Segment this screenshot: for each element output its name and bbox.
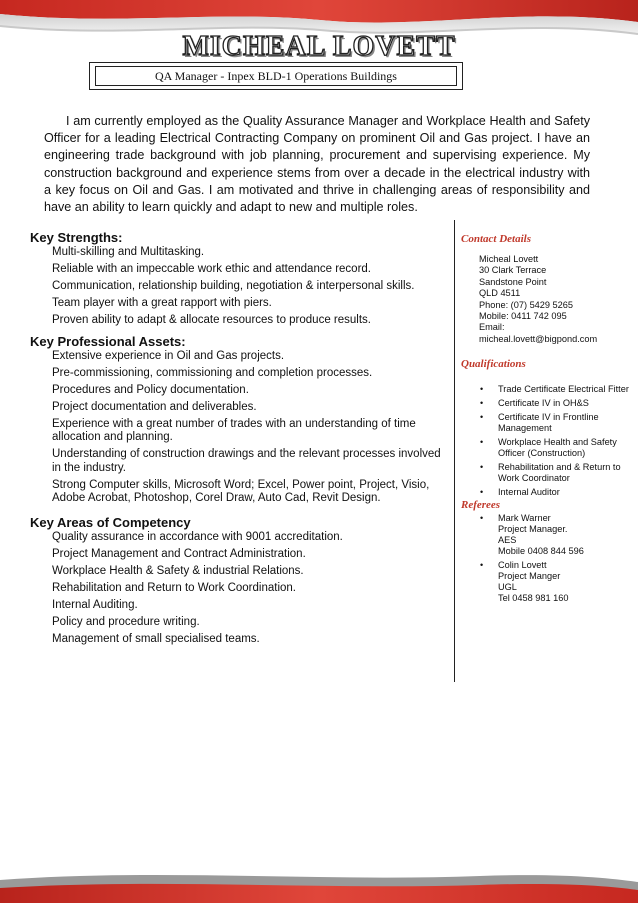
contact-line: Sandstone Point [479,276,547,287]
list-item: Internal Auditing. [52,598,138,611]
contact-line: Email: [479,322,505,333]
professional-assets-section [30,333,450,506]
contact-heading: Contact Details [461,233,531,245]
list-item: Procedures and Policy documentation. [52,383,249,396]
referees-list [461,513,631,603]
referee-company: UGL [498,581,517,592]
contact-mobile: Mobile: 0411 742 095 [479,311,567,322]
job-title: QA Manager - Inpex BLD-1 Operations Buildings [95,66,457,86]
list-item: Understanding of construction drawings and the relevant processes involved in the industry. [52,448,441,474]
contact-details [479,254,631,345]
list-item: • Certificate IV in Frontline Management [480,412,599,433]
contact-line: 30 Clark Terrace [479,265,547,276]
list-item: Communication, relationship building, negotiation & interpersonal skills. [52,280,415,292]
applicant-name: MICHEAL LOVETT [182,31,456,62]
list-item: • Workplace Health and Safety Officer (Construction) [480,436,617,458]
referee-name: Colin Lovett [498,560,547,571]
key-strengths-section [30,229,450,328]
list-item: Multi-skilling and Multitasking. [52,246,205,258]
referee-item [461,513,631,557]
contact-line: Micheal Lovett [479,254,539,264]
contact-line: QLD 4511 [479,288,521,299]
referee-company: AES [498,535,517,546]
qualifications-heading: Qualifications [461,358,526,371]
contact-phone: Phone: (07) 5429 5265 [479,299,573,310]
section-heading: Key Areas of Competency [30,514,191,530]
sidebar [461,233,631,607]
bullet-icon: • [480,486,484,497]
list-item: Experience with a great number of trades with an understanding of time allocation and planning. [52,417,416,443]
bullet-icon: • [480,436,484,447]
list-item: • Internal Auditor [480,486,560,497]
main-column [30,229,450,650]
list-item: Extensive experience in Oil and Gas projects. [52,349,285,362]
list-item: • Trade Certificate Electrical Fitter [480,384,629,395]
bullet-icon: • [480,412,484,423]
referee-phone: Tel 0458 981 160 [498,592,569,603]
list-item: Project Management and Contract Administration. [52,547,306,560]
bullet-icon: • [480,560,484,571]
profile-summary: I am currently employed as the Quality Assurance Manager and Workplace Health and Safety Officer for a leading Electrical Contracting Company on prominent Oil and Gas project. I have an engineering trade background with job planning, procurement and supervising experience. My construction background and experience stems from over a decade in the electrical industry with a key focus on Oil and Gas. I am motivated and thrive in challenging areas of responsibility and have an ability to learn quickly and adapt to new and multiple roles. [44,114,590,215]
contact-email: micheal.lovett@bigpond.com [479,333,598,344]
list-item: Pre-commissioning, commissioning and completion processes. [52,366,373,379]
section-heading: Key Professional Assets: [30,333,186,349]
bullet-icon: • [480,384,484,395]
bullet-icon: • [480,461,484,472]
referees-heading: Referees [461,499,501,512]
referee-name: Mark Warner [498,513,551,524]
column-divider [454,220,455,682]
list-item: Quality assurance in accordance with 9001 accreditation. [52,530,343,543]
list-item: Strong Computer skills, Microsoft Word; Excel, Power point, Project, Visio, Adobe Acrobat, Photoshop, Corel Draw, Auto Cad, Revit Design. [52,478,430,504]
list-item: Management of small specialised teams. [52,632,260,645]
list-item: Policy and procedure writing. [52,615,200,628]
list-item: Rehabilitation and Return to Work Coordination. [52,581,296,594]
list-item: Project documentation and deliverables. [52,400,257,413]
list-item: Team player with a great rapport with piers. [52,297,272,309]
qualifications-list [461,384,631,497]
list-item: • Certificate IV in OH&S [480,398,589,409]
referee-phone: Mobile 0408 844 596 [498,546,584,557]
bullet-icon: • [480,513,484,524]
list-item: • Rehabilitation and & Return to Work Coordinator [480,461,621,483]
list-item: Reliable with an impeccable work ethic and attendance record. [52,263,371,275]
bullet-icon: • [480,398,484,409]
footer-wave-decoration [0,868,638,903]
list-item: Proven ability to adapt & allocate resources to produce results. [52,314,371,326]
referee-title: Project Manager. [498,524,568,535]
referee-item [461,560,631,604]
referee-title: Project Manger [498,570,561,581]
list-item: Workplace Health & Safety & industrial Relations. [52,564,304,577]
competency-section [30,514,450,647]
section-heading: Key Strengths: [30,230,123,245]
